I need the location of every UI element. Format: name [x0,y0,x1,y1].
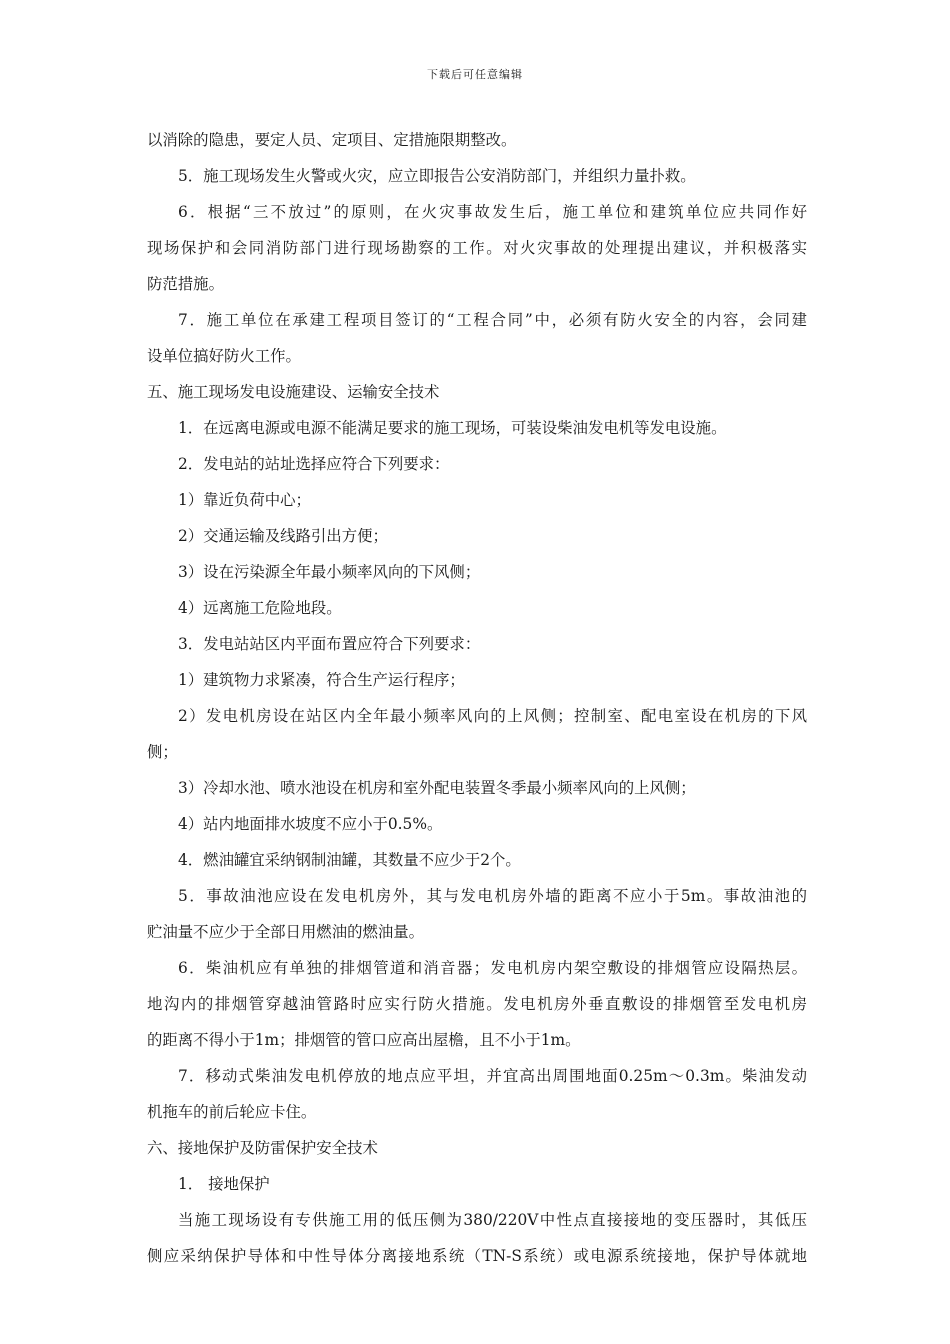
text-line: 7．移动式柴油发电机停放的地点应平坦，并宜高出周围地面0.25m～0.3m。柴油发动 [178,1067,807,1085]
document-body [147,122,807,1274]
text-line: 1．在远离电源或电源不能满足要求的施工现场，可装设柴油发电机等发电设施。 [178,419,727,437]
text-line: 2）交通运输及线路引出方便； [178,527,388,545]
text-line: 5．施工现场发生火警或火灾，应立即报告公安消防部门，并组织力量扑救。 [178,167,696,185]
text-line: 侧应采纳保护导体和中性导体分离接地系统（TN-S系统）或电源系统接地，保护导体就地 [147,1247,807,1265]
text-line: 五、施工现场发电设施建设、运输安全技术 [147,383,440,401]
text-line: 2．发电站的站址选择应符合下列要求： [178,455,450,473]
text-line: 以消除的隐患，要定人员、定项目、定措施限期整改。 [147,131,517,149]
text-line: 4）远离施工危险地段。 [178,599,342,617]
text-line: 六、接地保护及防雷保护安全技术 [147,1139,378,1157]
text-line: 侧； [147,743,178,761]
text-line: 2）发电机房设在站区内全年最小频率风向的上风侧；控制室、配电室设在机房的下风 [178,707,807,725]
text-line: 6．柴油机应有单独的排烟管道和消音器；发电机房内架空敷设的排烟管应设隔热层。 [178,959,807,977]
text-line: 3）设在污染源全年最小频率风向的下风侧； [178,563,481,581]
text-line: 7．施工单位在承建工程项目签订的“工程合同”中，必须有防火安全的内容，会同建 [178,311,807,329]
page-header: 下载后可任意编辑 [427,68,523,81]
text-line: 3．发电站站区内平面布置应符合下列要求： [178,635,481,653]
text-line: 地沟内的排烟管穿越油管路时应实行防火措施。发电机房外垂直敷设的排烟管至发电机房 [147,995,807,1013]
text-line: 1）靠近负荷中心； [178,491,311,509]
text-line: 5．事故油池应设在发电机房外，其与发电机房外墙的距离不应小于5m。事故油池的 [178,887,807,905]
text-line: 4）站内地面排水坡度不应小于0.5%。 [178,815,443,833]
text-line: 当施工现场设有专供施工用的低压侧为380/220V中性点直接接地的变压器时，其低压 [178,1211,807,1229]
text-line: 4．燃油罐宜采纳钢制油罐，其数量不应少于2个。 [178,851,521,869]
text-line: 防范措施。 [147,275,224,293]
text-line: 6．根据“三不放过”的原则，在火灾事故发生后，施工单位和建筑单位应共同作好 [178,203,807,221]
text-line: 的距离不得小于1m；排烟管的管口应高出屋檐，且不小于1m。 [147,1031,581,1049]
text-line: 1． 接地保护 [178,1175,270,1193]
text-line: 1）建筑物力求紧凑，符合生产运行程序； [178,671,465,689]
text-line: 3）冷却水池、喷水池设在机房和室外配电装置冬季最小频率风向的上风侧； [178,779,696,797]
text-line: 机拖车的前后轮应卡住。 [147,1103,317,1121]
text-line: 设单位搞好防火工作。 [147,347,301,365]
text-line: 现场保护和会同消防部门进行现场勘察的工作。对火灾事故的处理提出建议，并积极落实 [147,239,807,257]
text-line: 贮油量不应少于全部日用燃油的燃油量。 [147,923,425,941]
